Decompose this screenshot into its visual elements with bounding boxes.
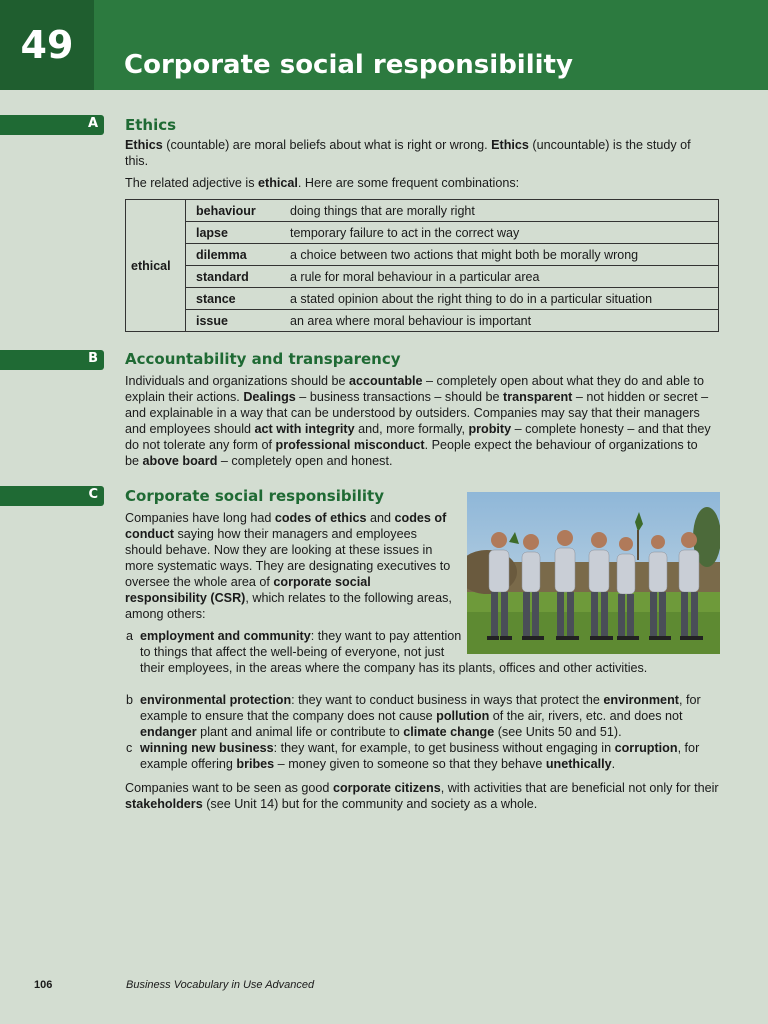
collocate-word: stance: [186, 288, 283, 310]
section-a-heading: Ethics: [125, 116, 177, 134]
collocate-meaning: a choice between two actions that might both be morally wrong: [282, 244, 719, 266]
section-b-letter: B: [88, 351, 98, 366]
text-run: and: [366, 511, 395, 525]
collocate-meaning: temporary failure to act in the correct way: [282, 222, 719, 244]
table-row: [126, 222, 719, 244]
key-term: unethically: [545, 757, 612, 771]
text-run: – money given to someone so that they behave: [274, 757, 546, 771]
text-run: saying how their managers and employees should behave. Now they are looking at these issues in more systematic ways. They are designating executives to oversee the whole area of: [125, 527, 451, 589]
text-run: . Here are some frequent combinations:: [297, 176, 520, 190]
page-number: 106: [34, 979, 53, 991]
unit-title: Corporate social responsibility: [124, 50, 573, 80]
ethical-combinations-table: [125, 199, 719, 332]
ethical-head-word: ethical: [131, 258, 171, 273]
section-a-paragraph-1: [125, 137, 715, 169]
collocate-word: standard: [186, 266, 283, 288]
text-run: , for example to ensure that the company does not cause: [140, 693, 701, 723]
csr-areas-list-continued: [125, 692, 723, 812]
collocate-word: behaviour: [186, 200, 283, 222]
text-run: : they want, for example, to get business without engaging in: [273, 741, 615, 755]
section-c-closing: [125, 780, 723, 812]
collocate-meaning: a rule for moral behaviour in a particular area: [282, 266, 719, 288]
list-item-b-text: [140, 693, 701, 739]
key-term: corporate social responsibility (CSR): [125, 575, 371, 605]
list-marker-c: c: [126, 741, 133, 755]
key-term: endanger: [140, 725, 197, 739]
collocate-word: issue: [186, 310, 283, 332]
text-run: (uncountable) is the study of this.: [125, 138, 691, 168]
key-term: Dealings: [243, 390, 296, 404]
key-term: Ethics: [125, 138, 163, 152]
text-run: plant and animal life or contribute to: [196, 725, 404, 739]
collocate-meaning: an area where moral behaviour is important: [290, 313, 532, 328]
key-term: employment and community: [140, 629, 311, 643]
section-b-body: [125, 373, 715, 469]
list-item-a-text: [140, 629, 647, 675]
text-run: : they want to pay attention to things that affect the well-being of everyone, not just their employees, in the areas where the company has its plants, offices and other activities.: [140, 629, 648, 675]
text-run: (see Unit 14) but for the community and society as a whole.: [202, 797, 538, 811]
key-term: pollution: [436, 709, 490, 723]
text-run: . People expect the behaviour of organizations to be: [125, 438, 698, 468]
text-run: Individuals and organizations should be: [125, 374, 350, 388]
key-term: environmental protection: [140, 693, 292, 707]
section-a-tab: [0, 115, 104, 135]
text-run: Companies want to be seen as good: [125, 781, 333, 795]
key-term: ethical: [258, 176, 298, 190]
key-term: stakeholders: [125, 797, 203, 811]
list-marker-a: a: [126, 629, 134, 643]
key-term: codes of conduct: [125, 511, 447, 541]
table-row: [126, 200, 719, 222]
text-run: .: [611, 757, 616, 771]
section-b-paragraph: [125, 373, 715, 469]
key-term: corruption: [614, 741, 678, 755]
collocate-word: lapse: [186, 222, 283, 244]
list-item-a: [125, 628, 723, 676]
table-row: [126, 244, 719, 266]
key-term: codes of ethics: [274, 511, 367, 525]
list-item-c: [125, 740, 723, 772]
key-term: Ethics: [491, 138, 529, 152]
text-run: , which relates to the following areas, among others:: [125, 591, 452, 621]
collocate-meaning: a stated opinion about the right thing to do in a particular situation: [282, 288, 719, 310]
key-term: professional misconduct: [275, 438, 425, 452]
section-c-intro: [125, 510, 453, 622]
key-term: transparent: [503, 390, 573, 404]
collocate-meaning: doing things that are morally right: [282, 200, 719, 222]
text-run: – completely open and honest.: [217, 454, 393, 468]
key-term: probity: [468, 422, 512, 436]
key-term: act with integrity: [254, 422, 355, 436]
key-term: accountable: [349, 374, 423, 388]
text-run: , for example offering: [140, 741, 700, 771]
book-title: Business Vocabulary in Use Advanced: [126, 979, 315, 991]
section-c-intro-paragraph: [125, 510, 453, 622]
list-marker-b: b: [126, 693, 134, 707]
table-row: [126, 310, 719, 332]
section-a-paragraph-2: [125, 175, 715, 191]
section-a-body: [125, 137, 715, 191]
key-term: bribes: [236, 757, 275, 771]
text-run: The related adjective is: [125, 176, 259, 190]
section-b-tab: [0, 350, 104, 370]
key-term: winning new business: [140, 741, 274, 755]
section-c-heading: Corporate social responsibility: [125, 487, 384, 505]
text-run: and, more formally,: [354, 422, 469, 436]
list-item-c-text: [140, 741, 699, 771]
text-run: (countable) are moral beliefs about what is right or wrong.: [162, 138, 492, 152]
text-run: Companies have long had: [125, 511, 275, 525]
key-term: corporate citizens: [332, 781, 441, 795]
text-run: – not hidden or secret – and explainable in a way that can be understood by outsiders. Companies may say that their managers and employees should: [125, 390, 709, 436]
text-run: : they want to conduct business in ways that protect the: [291, 693, 604, 707]
list-item-b: [125, 692, 723, 740]
text-run: – completely open about what they do and able to explain their actions.: [125, 374, 704, 404]
unit-number: 49: [0, 0, 94, 90]
key-term: climate change: [403, 725, 495, 739]
key-term: environment: [603, 693, 679, 707]
text-run: , with activities that are beneficial not only for their: [440, 781, 719, 795]
csr-areas-list: [125, 628, 723, 676]
collocate-word: dilemma: [186, 244, 283, 266]
text-run: – complete honesty – and that they do not tolerate any form of: [125, 422, 711, 452]
section-c-letter: C: [88, 487, 98, 502]
section-b-heading: Accountability and transparency: [125, 350, 401, 368]
section-a-letter: A: [87, 116, 98, 131]
key-term: above board: [142, 454, 218, 468]
text-run: (see Units 50 and 51).: [494, 725, 622, 739]
table-row: [126, 288, 719, 310]
section-c-tab: [0, 486, 104, 506]
table-row: [126, 266, 719, 288]
text-run: – business transactions – should be: [295, 390, 504, 404]
text-run: of the air, rivers, etc. and does not: [489, 709, 683, 723]
